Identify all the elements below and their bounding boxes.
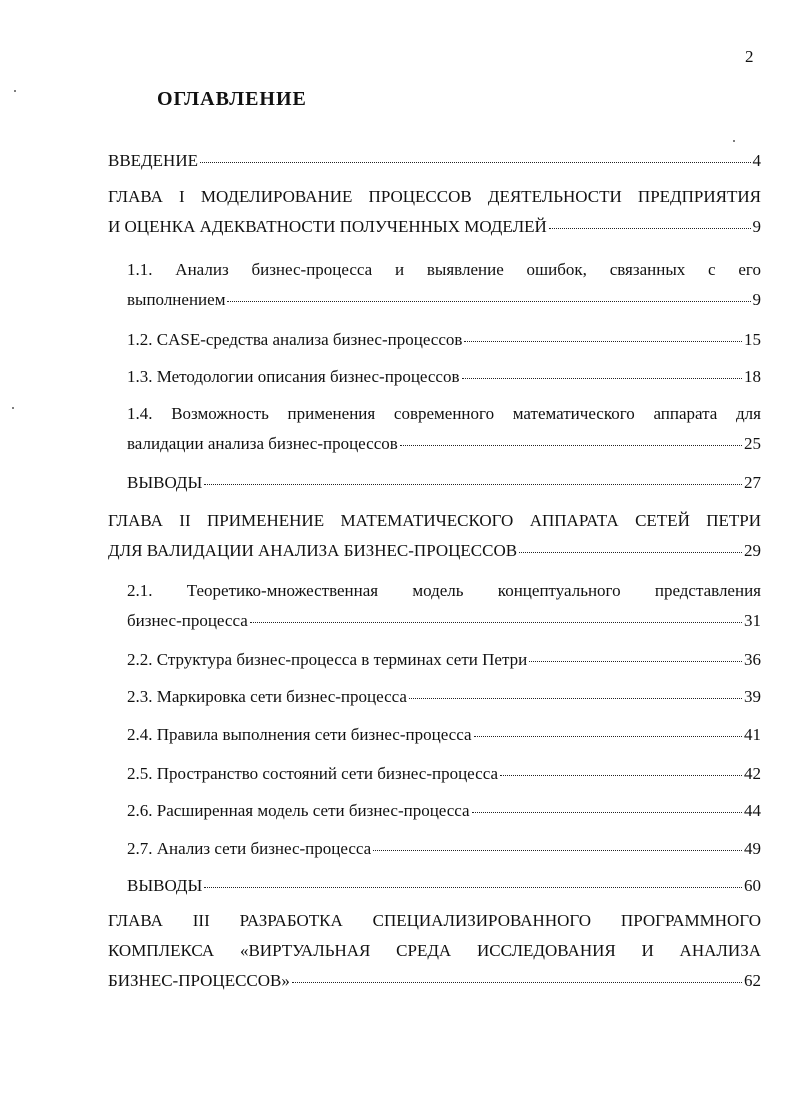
- toc-entry-page: 15: [744, 330, 761, 349]
- toc-entry-title-line: валидации анализа бизнес-процессов: [127, 434, 398, 453]
- toc-entry-page: 62: [744, 971, 761, 990]
- toc-entry-section-2-3[interactable]: [127, 688, 761, 705]
- scan-speck: [733, 140, 735, 142]
- toc-entry-section-1-4[interactable]: [127, 405, 761, 452]
- scan-speck: [12, 407, 14, 409]
- leader-dots: [462, 378, 742, 379]
- toc-entry-section-2-4[interactable]: [127, 726, 761, 743]
- leader-dots: [204, 484, 742, 485]
- toc-entry-page: 42: [744, 764, 761, 783]
- leader-dots: [472, 812, 742, 813]
- toc-entry-title-line: И ОЦЕНКА АДЕКВАТНОСТИ ПОЛУЧЕННЫХ МОДЕЛЕЙ: [108, 217, 547, 236]
- toc-entry-section-2-2[interactable]: [127, 651, 761, 668]
- toc-entry-page: 36: [744, 650, 761, 669]
- leader-dots: [549, 228, 751, 229]
- toc-entry-title: 2.7. Анализ сети бизнес-процесса: [127, 839, 372, 858]
- toc-entry-section-2-5[interactable]: [127, 765, 761, 782]
- toc-entry-title-line: ГЛАВА II ПРИМЕНЕНИЕ МАТЕМАТИЧЕСКОГО АППАРАТА СЕТЕЙ ПЕТРИ: [108, 511, 761, 530]
- toc-entry-title: 2.6. Расширенная модель сети бизнес-процесса: [127, 801, 470, 820]
- toc-entry-conclusions-2[interactable]: [127, 877, 761, 894]
- scan-speck: [14, 90, 16, 92]
- toc-entry-title-line: 1.4. Возможность применения современного математического аппарата для: [127, 404, 761, 423]
- toc-entry-section-1-1[interactable]: [127, 261, 761, 308]
- leader-dots: [464, 341, 742, 342]
- leader-dots: [373, 850, 742, 851]
- toc-entry-page: 49: [744, 839, 761, 858]
- leader-dots: [200, 162, 751, 163]
- toc-entry-title-line: ГЛАВА III РАЗРАБОТКА СПЕЦИАЛИЗИРОВАННОГО ПРОГРАММНОГО: [108, 911, 761, 930]
- toc-entry-page: 41: [744, 725, 761, 744]
- toc-entry-page: 25: [744, 434, 761, 453]
- toc-entry-title: 2.3. Маркировка сети бизнес-процесса: [127, 687, 407, 706]
- toc-entry-section-2-1[interactable]: [127, 582, 761, 629]
- toc-entry-section-2-6[interactable]: [127, 802, 761, 819]
- toc-entry-section-1-3[interactable]: [127, 368, 761, 385]
- toc-entry-title-line: ГЛАВА I МОДЕЛИРОВАНИЕ ПРОЦЕССОВ ДЕЯТЕЛЬНОСТИ ПРЕДПРИЯТИЯ: [108, 187, 761, 206]
- toc-entry-page: 29: [744, 541, 761, 560]
- leader-dots: [519, 552, 742, 553]
- leader-dots: [400, 445, 742, 446]
- toc-entry-title: 1.3. Методологии описания бизнес-процессов: [127, 367, 460, 386]
- toc-entry-introduction[interactable]: [108, 152, 761, 169]
- toc-entry-chapter-1[interactable]: [108, 188, 761, 235]
- toc-entry-page: 27: [744, 473, 761, 492]
- leader-dots: [204, 887, 742, 888]
- page-number: 2: [745, 47, 754, 66]
- toc-entry-title-line: КОМПЛЕКСА «ВИРТУАЛЬНАЯ СРЕДА ИССЛЕДОВАНИЯ И АНАЛИЗА: [108, 941, 761, 960]
- leader-dots: [227, 301, 750, 302]
- toc-entry-page: 4: [752, 151, 761, 170]
- leader-dots: [500, 775, 742, 776]
- toc-entry-chapter-3[interactable]: [108, 912, 761, 989]
- toc-entry-page: 18: [744, 367, 761, 386]
- leader-dots: [474, 736, 742, 737]
- toc-entry-page: 9: [752, 217, 761, 236]
- toc-entry-conclusions-1[interactable]: [127, 474, 761, 491]
- toc-entry-title: 2.5. Пространство состояний сети бизнес-процесса: [127, 764, 498, 783]
- toc-entry-section-1-2[interactable]: [127, 331, 761, 348]
- leader-dots: [529, 661, 742, 662]
- leader-dots: [409, 698, 742, 699]
- toc-entry-title: ВЫВОДЫ: [127, 876, 203, 895]
- toc-entry-title-line: выполнением: [127, 290, 226, 309]
- toc-entry-page: 9: [752, 290, 761, 309]
- toc-entry-title-line: ДЛЯ ВАЛИДАЦИИ АНАЛИЗА БИЗНЕС-ПРОЦЕССОВ: [108, 541, 518, 560]
- leader-dots: [292, 982, 742, 983]
- toc-entry-page: 31: [744, 611, 761, 630]
- toc-entry-title: 1.2. CASE-средства анализа бизнес-процессов: [127, 330, 463, 349]
- toc-entry-title: 2.4. Правила выполнения сети бизнес-процесса: [127, 725, 472, 744]
- toc-entry-section-2-7[interactable]: [127, 840, 761, 857]
- toc-entry-title-line: 1.1. Анализ бизнес-процесса и выявление ошибок, связанных с его: [127, 260, 761, 279]
- toc-entry-page: 44: [744, 801, 761, 820]
- toc-entry-title-line: бизнес-процесса: [127, 611, 248, 630]
- toc-entry-page: 39: [744, 687, 761, 706]
- toc-entry-title: ВВЕДЕНИЕ: [108, 151, 198, 170]
- toc-entry-title: ВЫВОДЫ: [127, 473, 203, 492]
- toc-entry-title-line: 2.1. Теоретико-множественная модель концептуального представления: [127, 581, 761, 600]
- toc-entry-title: 2.2. Структура бизнес-процесса в терминах сети Петри: [127, 650, 528, 669]
- toc-entry-title-line: БИЗНЕС-ПРОЦЕССОВ»: [108, 971, 290, 990]
- toc-entry-chapter-2[interactable]: [108, 512, 761, 559]
- leader-dots: [250, 622, 742, 623]
- toc-heading: ОГЛАВЛЕНИЕ: [157, 88, 307, 110]
- toc-entry-page: 60: [744, 876, 761, 895]
